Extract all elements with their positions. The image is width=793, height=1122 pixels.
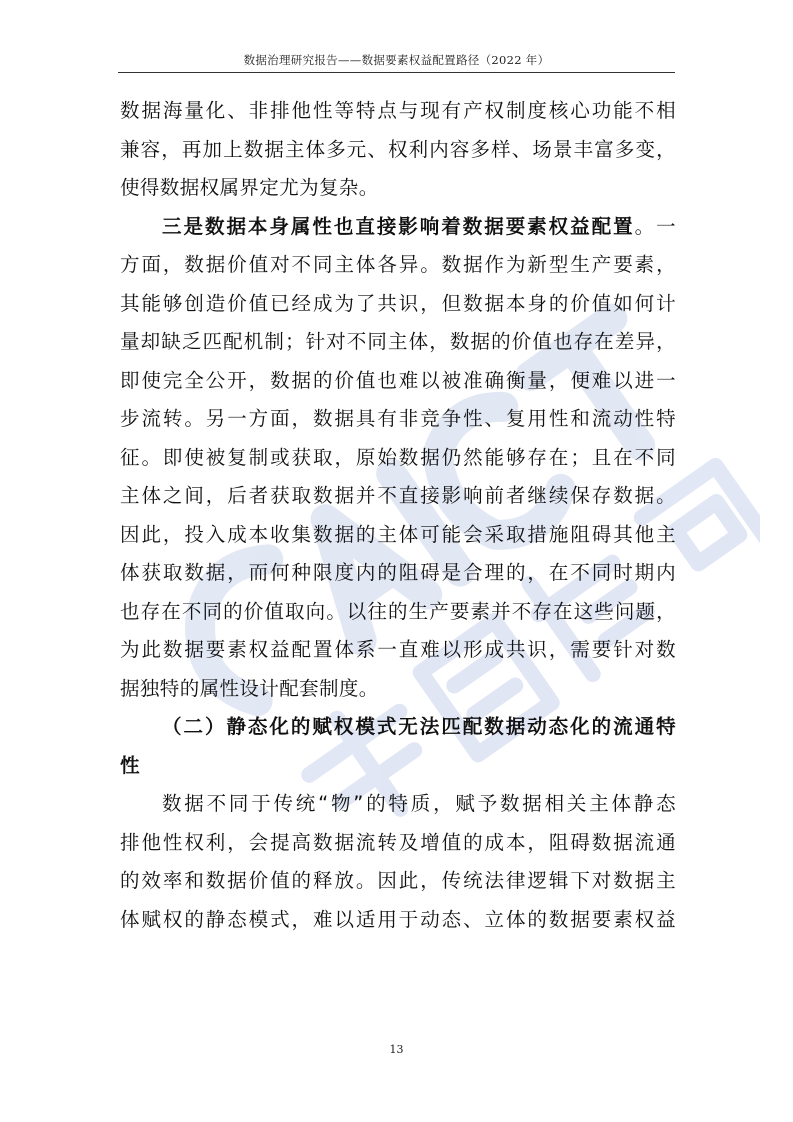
paragraph bbox=[120, 208, 676, 709]
subheading-line: （二）静态化的赋权模式无法匹配数据动态化的流通特 bbox=[162, 715, 676, 738]
section-subheading bbox=[120, 708, 676, 785]
text-line: 步流转。另一方面，数据具有非竞争性、复用性和流动性特 bbox=[120, 407, 676, 430]
body-text bbox=[120, 92, 676, 939]
text-line: 因此，投入成本收集数据的主体可能会采取措施阻碍其他主 bbox=[120, 522, 676, 546]
text-line: 体获取数据，而何种限度内的阻碍是合理的，在不同时期内 bbox=[120, 561, 676, 584]
text-line: 使得数据权属界定尤为复杂。 bbox=[120, 176, 379, 199]
text-line: 数据不同于传统“物”的特质，赋予数据相关主体静态 bbox=[162, 792, 676, 815]
text-line: 体赋权的静态模式，难以适用于动态、立体的数据要素权益 bbox=[120, 907, 676, 931]
text-line bbox=[120, 208, 676, 247]
text-line: 兼容，再加上数据主体多元、权利内容多样、场景丰富多变， bbox=[120, 137, 676, 161]
text-line: 也存在不同的价值取向。以往的生产要素并不存在这些问题， bbox=[120, 599, 676, 623]
text-line: 排他性权利，会提高数据流转及增值的成本，阻碍数据流通 bbox=[120, 830, 676, 854]
text-line: 为此数据要素权益配置体系一直难以形成共识，需要针对数 bbox=[120, 638, 676, 661]
running-header: 数据治理研究报告——数据要素权益配置路径（2022 年） bbox=[243, 53, 550, 67]
lead-sentence-tail: 。一 bbox=[634, 214, 676, 238]
text-line: 据独特的属性设计配套制度。 bbox=[120, 676, 379, 700]
paragraph bbox=[120, 92, 676, 208]
text-line: 征。即使被复制或获取，原始数据仍然能够存在；且在不同 bbox=[120, 445, 676, 469]
text-line: 即使完全公开，数据的价值也难以被准确衡量，便难以进一 bbox=[120, 368, 676, 392]
text-line: 数据海量化、非排他性等特点与现有产权制度核心功能不相 bbox=[120, 99, 676, 122]
text-line: 的效率和数据价值的释放。因此，传统法律逻辑下对数据主 bbox=[120, 869, 676, 892]
header-divider bbox=[118, 72, 675, 73]
text-line: 量却缺乏匹配机制；针对不同主体，数据的价值也存在差异， bbox=[120, 330, 676, 353]
text-line: 主体之间，后者获取数据并不直接影响前者继续保存数据。 bbox=[120, 484, 676, 507]
subheading-line: 性 bbox=[120, 753, 140, 777]
page-number: 13 bbox=[389, 1043, 404, 1056]
bold-lead-sentence: 三是数据本身属性也直接影响着数据要素权益配置 bbox=[162, 214, 635, 238]
text-line: 方面，数据价值对不同主体各异。数据作为新型生产要素， bbox=[120, 253, 676, 276]
text-line: 其能够创造价值已经成为了共识，但数据本身的价值如何计 bbox=[120, 291, 676, 315]
paragraph bbox=[120, 785, 676, 939]
